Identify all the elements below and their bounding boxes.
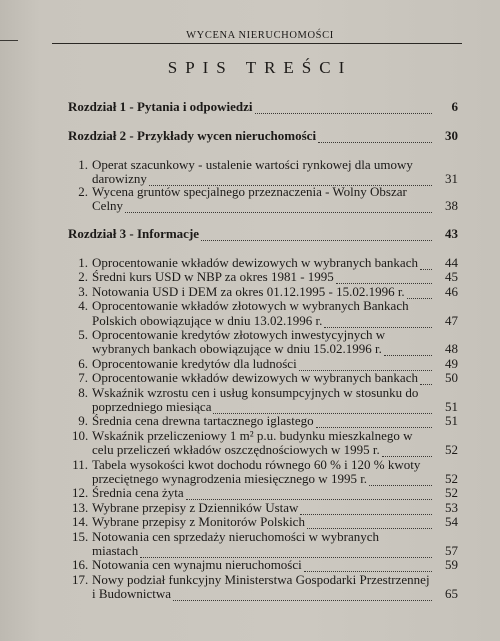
entry-title: Wycena gruntów specjalnego przeznaczenia - Wolny Obszar bbox=[92, 184, 407, 199]
entry-continuation[interactable] bbox=[92, 443, 458, 457]
dot-leader bbox=[316, 418, 432, 428]
page-number: 46 bbox=[445, 284, 458, 299]
entry-title: Operat szacunkowy - ustalenie wartości rynkowej dla umowy bbox=[92, 157, 413, 172]
entry-number: 1. bbox=[78, 255, 88, 270]
entry-title: Oprocentowanie wkładów dewizowych w wybranych bankach bbox=[92, 255, 418, 270]
chapter-3-entry[interactable] bbox=[68, 227, 458, 241]
entry-title: celu przeliczeń wkładów oszczędnościowych w 1995 r. bbox=[92, 442, 380, 457]
dot-leader bbox=[300, 505, 432, 515]
entry-number: 2. bbox=[78, 269, 88, 284]
dot-leader bbox=[420, 260, 432, 270]
entry-number: 8. bbox=[78, 385, 88, 400]
entry-title: poprzedniego miesiąca bbox=[92, 399, 212, 414]
ch3-item-1[interactable] bbox=[72, 256, 458, 270]
entry-number: 13. bbox=[72, 500, 89, 515]
entry-title: Oprocentowanie kredytów złotowych inwestycyjnych w bbox=[92, 327, 386, 342]
page-number: 38 bbox=[445, 198, 458, 213]
chapter-2-entry[interactable] bbox=[68, 129, 458, 143]
entry-number: 2. bbox=[78, 184, 88, 199]
entry-title: Średni kurs USD w NBP za okres 1981 - 1995 bbox=[92, 269, 334, 284]
entry-number: 17. bbox=[72, 572, 89, 587]
entry-number: 6. bbox=[78, 356, 88, 371]
entry-number: 12. bbox=[72, 485, 89, 500]
ch3-item-6[interactable] bbox=[72, 357, 458, 371]
ch3-item-7[interactable] bbox=[72, 371, 458, 385]
ch2-item-1[interactable] bbox=[72, 158, 458, 172]
entry-number: 3. bbox=[78, 284, 88, 299]
entry-title: Średnia cena drewna tartacznego iglastego bbox=[92, 413, 314, 428]
dot-leader bbox=[307, 519, 432, 529]
entry-title: Wybrane przepisy z Monitorów Polskich bbox=[92, 514, 305, 529]
dot-leader bbox=[420, 375, 432, 385]
entry-number: 9. bbox=[78, 413, 88, 428]
entry-title: i Budownictwa bbox=[92, 586, 172, 601]
dot-leader bbox=[125, 203, 432, 213]
ch3-item-9[interactable] bbox=[72, 414, 458, 428]
ch3-item-2[interactable] bbox=[72, 270, 458, 284]
entry-title: Oprocentowanie wkładów złotowych w wybranych Bankach bbox=[92, 298, 409, 313]
page-number: 52 bbox=[445, 471, 458, 486]
page-number: 51 bbox=[445, 413, 458, 428]
page-number: 31 bbox=[445, 171, 458, 186]
dot-leader bbox=[369, 476, 432, 486]
dot-leader bbox=[318, 133, 432, 143]
entry-title: Oprocentowanie kredytów dla ludności bbox=[92, 356, 297, 371]
entry-continuation[interactable] bbox=[92, 544, 458, 558]
page-number: 47 bbox=[445, 313, 458, 328]
entry-title: miastach bbox=[92, 543, 139, 558]
ch3-item-17[interactable] bbox=[72, 573, 458, 587]
ch3-item-4[interactable] bbox=[72, 299, 458, 313]
page-number: 52 bbox=[445, 485, 458, 500]
entry-number: 7. bbox=[78, 370, 88, 385]
entry-continuation[interactable] bbox=[92, 199, 458, 213]
dot-leader bbox=[201, 231, 432, 241]
page-title: SPIS TREŚCI bbox=[167, 58, 353, 77]
ch3-item-8[interactable] bbox=[72, 386, 458, 400]
entry-title: Notowania USD i DEM za okres 01.12.1995 - 15.02.1996 r. bbox=[92, 284, 405, 299]
entry-title: Polskich obowiązujące w dniu 13.02.1996 r. bbox=[92, 313, 323, 328]
page-number: 65 bbox=[445, 586, 458, 601]
entry-title: Tabela wysokości kwot dochodu równego 60 % i 120 % kwoty bbox=[92, 457, 421, 472]
page-number: 53 bbox=[445, 500, 458, 515]
page-number: 49 bbox=[445, 356, 458, 371]
entry-title: Wskaźnik przeliczeniowy 1 m² p.u. budynku mieszkalnego w bbox=[92, 428, 413, 443]
dot-leader bbox=[173, 591, 432, 601]
page-number: 50 bbox=[445, 370, 458, 385]
entry-number: 1. bbox=[78, 157, 88, 172]
entry-continuation[interactable] bbox=[92, 314, 458, 328]
entry-number: 10. bbox=[72, 428, 89, 443]
entry-title: przeciętnego wynagrodzenia miesięcznego w 1995 r. bbox=[92, 471, 368, 486]
page-number: 44 bbox=[445, 255, 458, 270]
page-number: 45 bbox=[445, 269, 458, 284]
entry-title: Nowy podział funkcyjny Ministerstwa Gospodarki Przestrzennej bbox=[92, 572, 430, 587]
entry-number: 15. bbox=[72, 529, 89, 544]
page-number: 43 bbox=[445, 226, 458, 241]
ch3-item-10[interactable] bbox=[72, 429, 458, 443]
page-number: 51 bbox=[445, 399, 458, 414]
entry-continuation[interactable] bbox=[92, 587, 458, 601]
entry-number: 16. bbox=[72, 557, 89, 572]
dot-leader bbox=[384, 346, 432, 356]
page-number: 52 bbox=[445, 442, 458, 457]
entry-title: Rozdział 2 - Przykłady wycen nieruchomości bbox=[68, 128, 317, 143]
ch3-item-14[interactable] bbox=[72, 515, 458, 529]
dot-leader bbox=[407, 289, 432, 299]
entry-title: Wskaźnik wzrostu cen i usług konsumpcyjnych w stosunku do bbox=[92, 385, 419, 400]
ch3-item-12[interactable] bbox=[72, 486, 458, 500]
entry-continuation[interactable] bbox=[92, 400, 458, 414]
entry-number: 14. bbox=[72, 514, 89, 529]
entry-title: Wybrane przepisy z Dzienników Ustaw bbox=[92, 500, 299, 515]
page-number: 48 bbox=[445, 341, 458, 356]
ch3-item-16[interactable] bbox=[72, 558, 458, 572]
ch3-item-13[interactable] bbox=[72, 501, 458, 515]
entry-title: Rozdział 3 - Informacje bbox=[68, 226, 200, 241]
entry-title: Rozdział 1 - Pytania i odpowiedzi bbox=[68, 99, 253, 114]
ch3-item-15[interactable] bbox=[72, 530, 458, 544]
entry-title: Średnia cena żyta bbox=[92, 485, 184, 500]
dot-leader bbox=[336, 274, 432, 284]
dot-leader bbox=[304, 562, 432, 572]
entry-number: 11. bbox=[72, 457, 88, 472]
entry-title: Oprocentowanie wkładów dewizowych w wybranych bankach bbox=[92, 370, 418, 385]
page-number: 6 bbox=[451, 99, 458, 114]
entry-title: wybranych bankach obowiązujące w dniu 15.02.1996 r. bbox=[92, 341, 382, 356]
entry-title: darowizny bbox=[92, 171, 147, 186]
entry-number: 5. bbox=[78, 327, 88, 342]
ch3-item-5[interactable] bbox=[72, 328, 458, 342]
dot-leader bbox=[255, 104, 432, 114]
page-number: 57 bbox=[445, 543, 458, 558]
ch3-item-3[interactable] bbox=[72, 285, 458, 299]
dot-leader bbox=[186, 490, 432, 500]
running-header: WYCENA NIERUCHOMOŚCI bbox=[186, 30, 334, 41]
entry-number: 4. bbox=[78, 298, 88, 313]
entry-title: Notowania cen sprzedaży nieruchomości w wybranych bbox=[92, 529, 379, 544]
page-number: 54 bbox=[445, 514, 458, 529]
entry-continuation[interactable] bbox=[92, 342, 458, 356]
entry-title: Notowania cen wynajmu nieruchomości bbox=[92, 557, 302, 572]
chapter-1-entry[interactable] bbox=[68, 100, 458, 114]
dot-leader bbox=[382, 447, 432, 457]
page-number: 30 bbox=[445, 128, 458, 143]
entry-title: Celny bbox=[92, 198, 124, 213]
ch2-item-2[interactable] bbox=[72, 185, 458, 199]
page-number: 59 bbox=[445, 557, 458, 572]
entry-continuation[interactable] bbox=[92, 472, 458, 486]
ch3-item-11[interactable] bbox=[72, 458, 458, 472]
